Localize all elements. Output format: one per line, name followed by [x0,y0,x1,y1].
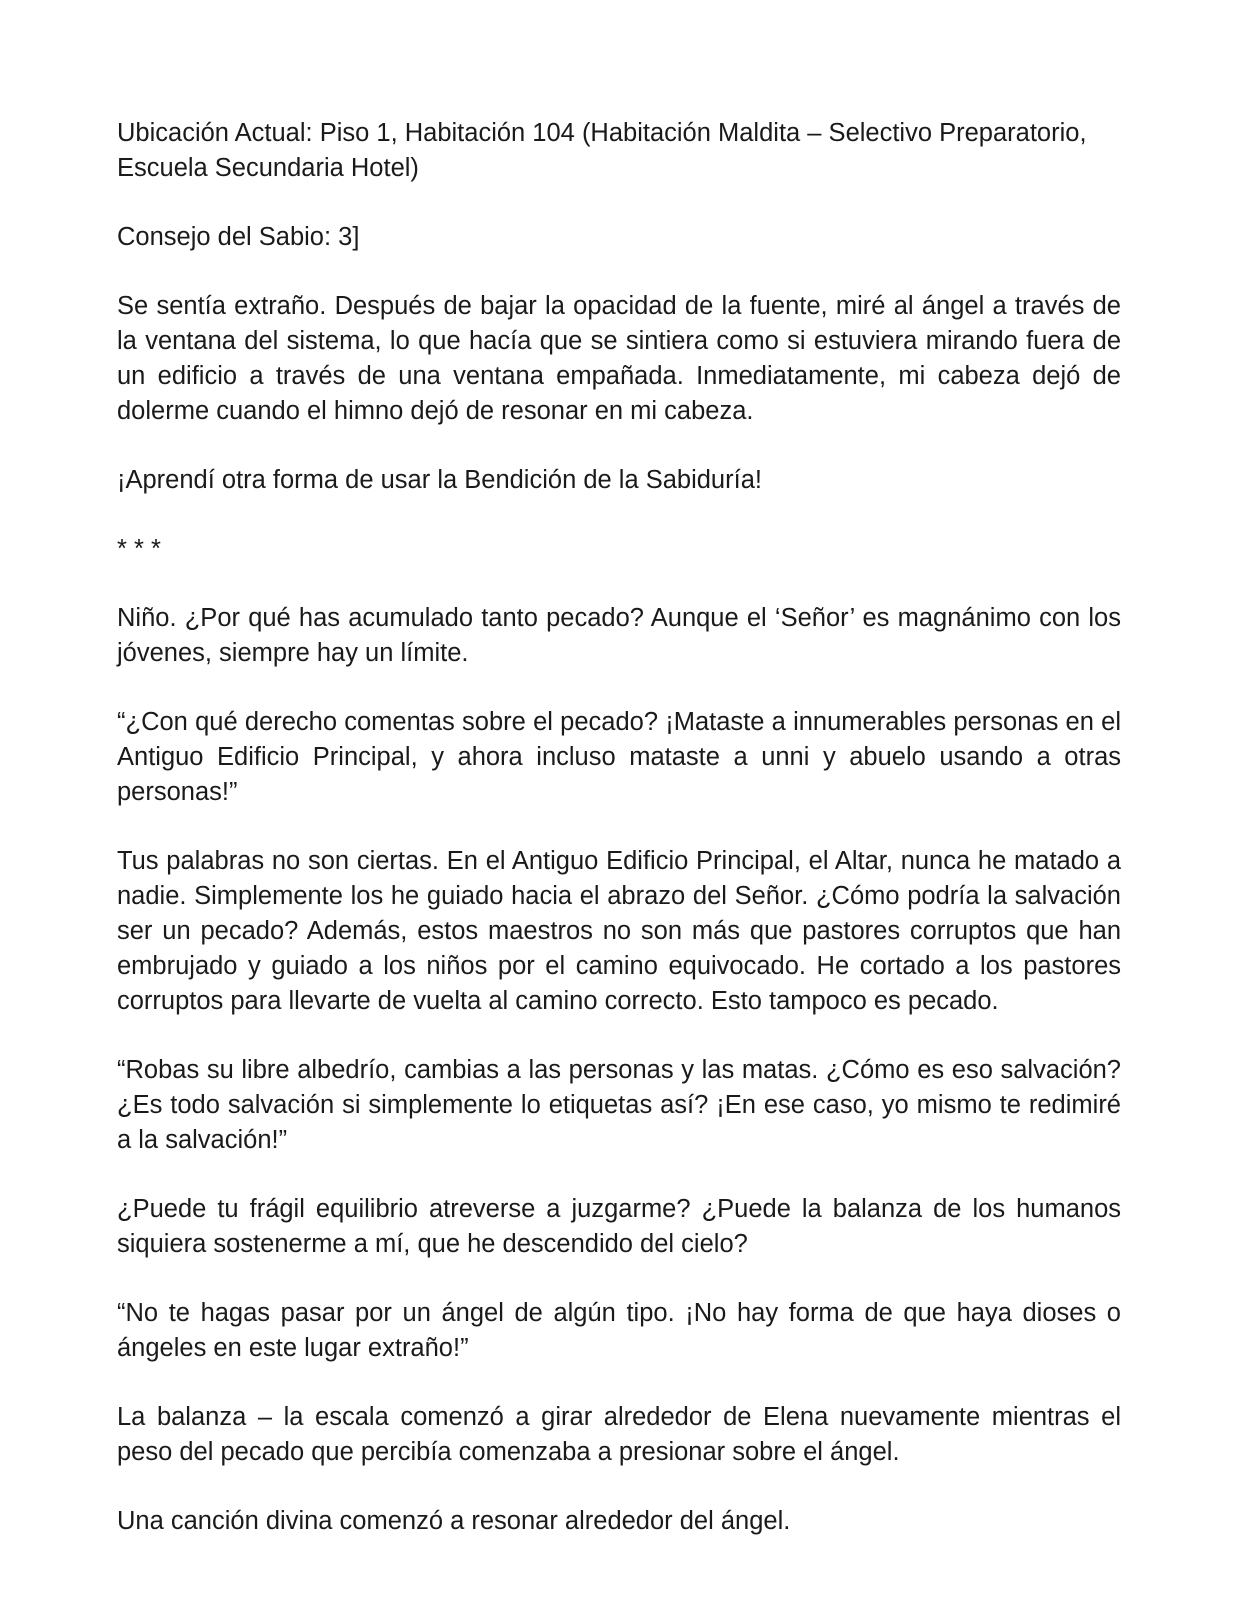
paragraph: ¡Aprendí otra forma de usar la Bendición de la Sabiduría! [117,466,762,494]
paragraph: Se sentía extraño. Después de bajar la opacidad de la fuente, miré al ángel a través de la ventana del sistema, lo que hacía que se sintiera como si estuviera mirando fuera de un edificio a través de una ventana empañada. Inmediatamente, mi cabeza dejó de dolerme cuando el himno dejó de resonar en mi cabeza. [117,292,1121,425]
paragraph: La balanza – la escala comenzó a girar alrededor de Elena nuevamente mientras el peso del pecado que percibía comenzaba a presionar sobre el ángel. [117,1403,1121,1466]
paragraph: Niño. ¿Por qué has acumulado tanto pecado? Aunque el ‘Señor’ es magnánimo con los jóvenes, siempre hay un límite. [117,604,1121,667]
paragraph: “Robas su libre albedrío, cambias a las personas y las matas. ¿Cómo es eso salvación? ¿Es todo salvación si simplemente lo etiquetas así? ¡En ese caso, yo mismo te redimiré a la salvación!” [117,1056,1121,1154]
paragraph: Tus palabras no son ciertas. En el Antiguo Edificio Principal, el Altar, nunca he matado a nadie. Simplemente los he guiado hacia el abrazo del Señor. ¿Cómo podría la salvación ser un pecado? Además, estos maestros no son más que pastores corruptos que han embrujado y guiado a los niños por el camino equivocado. He cortado a los pastores corruptos para llevarte de vuelta al camino correcto. Esto tampoco es pecado. [117,847,1121,1015]
document-body [117,116,1121,1539]
paragraph: “¿Con qué derecho comentas sobre el pecado? ¡Mataste a innumerables personas en el Antiguo Edificio Principal, y ahora incluso mataste a unni y abuelo usando a otras personas!” [117,708,1121,806]
paragraph: “No te hagas pasar por un ángel de algún tipo. ¡No hay forma de que haya dioses o ángeles en este lugar extraño!” [117,1299,1121,1362]
paragraph: ¿Puede tu frágil equilibrio atreverse a juzgarme? ¿Puede la balanza de los humanos siquiera sostenerme a mí, que he descendido del cielo? [117,1195,1121,1258]
paragraph: Una canción divina comenzó a resonar alrededor del ángel. [117,1507,791,1535]
scene-break: * * * [117,535,161,563]
location-line: Ubicación Actual: Piso 1, Habitación 104 (Habitación Maldita – Selectivo Preparatorio, Escuela Secundaria Hotel) [117,119,1087,182]
sage-advice-line: Consejo del Sabio: 3] [117,223,360,251]
